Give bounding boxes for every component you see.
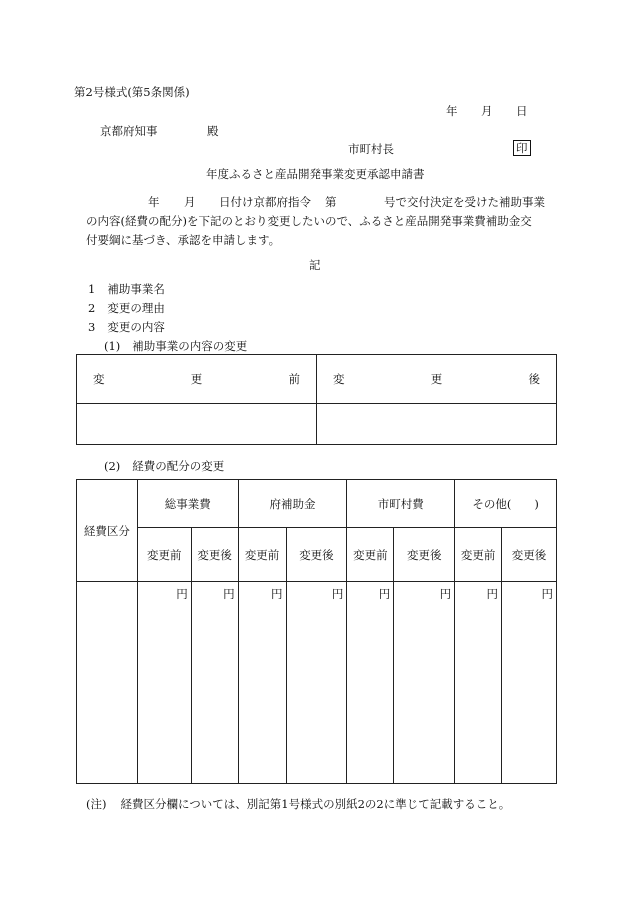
body-line1-a: 日付け京都府指令 [219,195,311,209]
sender-title: 市町村長 [348,142,394,156]
before-cell [77,404,317,445]
body-month: 月 [184,195,196,209]
sub-before: 変更前 [347,528,394,582]
content-change-table [76,354,557,445]
item-number: 2 [88,301,96,315]
item-number: 3 [88,320,96,334]
date-day: 日 [516,104,528,118]
item-number: 1 [88,282,96,296]
unit-cell: 円 [286,582,347,784]
body-no: 第 [325,195,337,209]
expense-table [76,479,557,784]
section-number: (2) [104,459,121,473]
form-id: 第2号様式(第5条関係) [74,85,190,99]
unit-cell: 円 [238,582,286,784]
item-1 [88,281,165,297]
other-header: その他( ) [455,480,557,528]
item-2 [88,300,165,316]
unit-cell: 円 [191,582,238,784]
sub-before: 変更前 [238,528,286,582]
body-line2: の内容(経費の配分)を下記のとおり変更したいので、ふるさと産品開発事業費補助金交 [86,214,532,228]
body-year: 年 [148,195,160,209]
unit-cell: 円 [137,582,191,784]
sub-before: 変更前 [137,528,191,582]
item-label: 変更の理由 [107,301,165,315]
section-2-heading [104,458,224,474]
section-label: 経費の配分の変更 [132,459,225,473]
expense-category-cell [77,582,138,784]
sub-before: 変更前 [455,528,502,582]
body-line1-b: 号で交付決定を受けた補助事業 [384,195,545,209]
seal-mark: 印 [513,140,531,156]
expense-category-header: 経費区分 [77,480,138,582]
body-line3: 付要綱に基づき、承認を申請します。 [86,233,281,247]
sub-after: 変更後 [394,528,455,582]
item-label: 補助事業名 [107,282,165,296]
sub-after: 変更後 [502,528,557,582]
section-number: (1) [104,339,121,353]
unit-cell: 円 [347,582,394,784]
date-month: 月 [481,104,493,118]
note [86,796,510,812]
unit-cell: 円 [455,582,502,784]
before-header: 変 更 前 [77,355,317,404]
unit-cell: 円 [394,582,455,784]
item-label: 変更の内容 [107,320,165,334]
addressee-honorific: 殿 [207,124,219,138]
date-year: 年 [446,104,458,118]
pref-subsidy-header: 府補助金 [238,480,347,528]
after-cell [317,404,557,445]
unit-cell: 円 [502,582,557,784]
section-1-heading [104,338,247,354]
note-text: 経費区分欄については、別記第1号様式の別紙2の2に準じて記載すること。 [120,797,511,811]
item-3 [88,319,165,335]
section-label: 補助事業の内容の変更 [132,339,248,353]
addressee-title: 京都府知事 [100,124,158,138]
note-label: (注) [86,797,107,811]
after-header: 変 更 後 [317,355,557,404]
document-title: 年度ふるさと産品開発事業変更承認申請書 [206,167,425,181]
municipal-cost-header: 市町村費 [347,480,455,528]
total-cost-header: 総事業費 [137,480,238,528]
sub-after: 変更後 [191,528,238,582]
ki-heading: 記 [309,258,321,272]
sub-after: 変更後 [286,528,347,582]
